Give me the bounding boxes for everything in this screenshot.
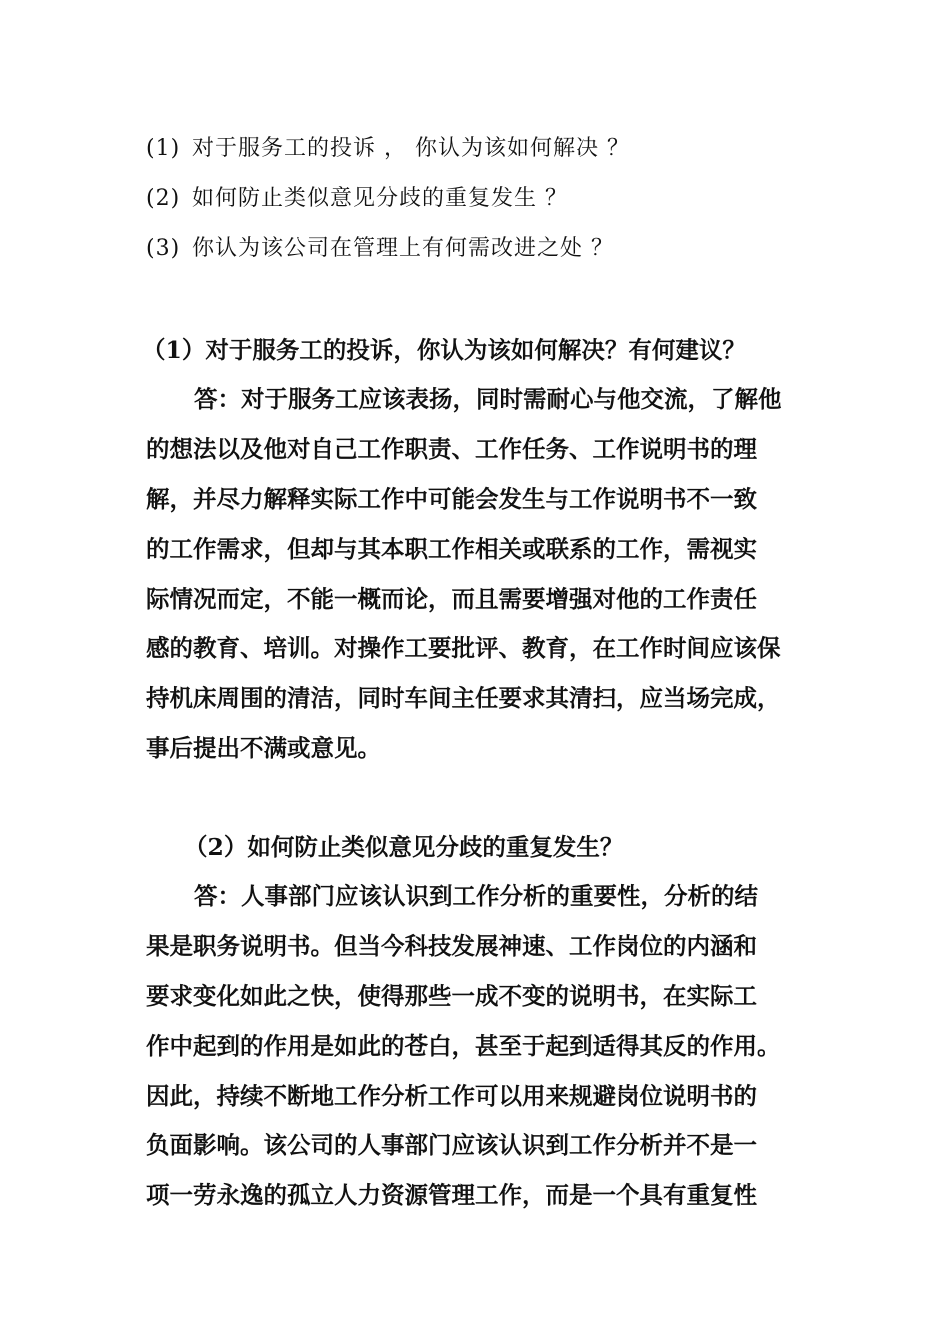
section2-line-1: 答：人事部门应该认识到工作分析的重要性，分析的结 [194, 882, 758, 910]
section1-line-4: 的工作需求，但却与其本职工作相关或联系的工作，需视实 [146, 535, 757, 563]
section2-line-5: 因此，持续不断地工作分析工作可以用来规避岗位说明书的 [146, 1082, 757, 1110]
section1-line-1: 答：对于服务工应该表扬，同时需耐心与他交流，了解他 [194, 385, 782, 413]
section1-line-7: 持机床周围的清洁，同时车间主任要求其清扫，应当场完成， [146, 684, 781, 712]
question-item-3 [146, 234, 614, 264]
question-item-2 [146, 184, 568, 214]
question-item-1 [146, 134, 630, 164]
section1-heading: （1）对于服务工的投诉，你认为该如何解决？有何建议？ [142, 336, 746, 364]
section2-line-7: 项一劳永逸的孤立人力资源管理工作，而是一个具有重复性 [146, 1181, 757, 1209]
section1-line-2: 的想法以及他对自己工作职责、工作任务、工作说明书的理 [146, 435, 757, 463]
question-text: 对于服务工的投诉 ， 你认为该如何解决 ？ [192, 136, 630, 161]
section2-line-3: 要求变化如此之快，使得那些一成不变的说明书，在实际工 [146, 982, 757, 1010]
question-text: 如何防止类似意见分歧的重复发生 ？ [192, 186, 568, 211]
question-number: (2) [146, 186, 181, 211]
section1-line-3: 解，并尽力解释实际工作中可能会发生与工作说明书不一致 [146, 485, 757, 513]
section2-line-6: 负面影响。该公司的人事部门应该认识到工作分析并不是一 [146, 1131, 757, 1159]
question-number: (1) [146, 136, 181, 161]
section2-line-4: 作中起到的作用是如此的苍白，甚至于起到适得其反的作用。 [146, 1032, 781, 1060]
question-text: 你认为该公司在管理上有何需改进之处 ？ [192, 236, 614, 261]
section1-line-6: 感的教育、培训。对操作工要批评、教育，在工作时间应该保 [146, 634, 781, 662]
section1-line-8: 事后提出不满或意见。 [146, 734, 381, 762]
section2-heading: （2）如何防止类似意见分歧的重复发生？ [184, 833, 624, 861]
question-number: (3) [146, 236, 181, 261]
section2-line-2: 果是职务说明书。但当今科技发展神速、工作岗位的内涵和 [146, 932, 757, 960]
section1-line-5: 际情况而定，不能一概而论，而且需要增强对他的工作责任 [146, 585, 757, 613]
